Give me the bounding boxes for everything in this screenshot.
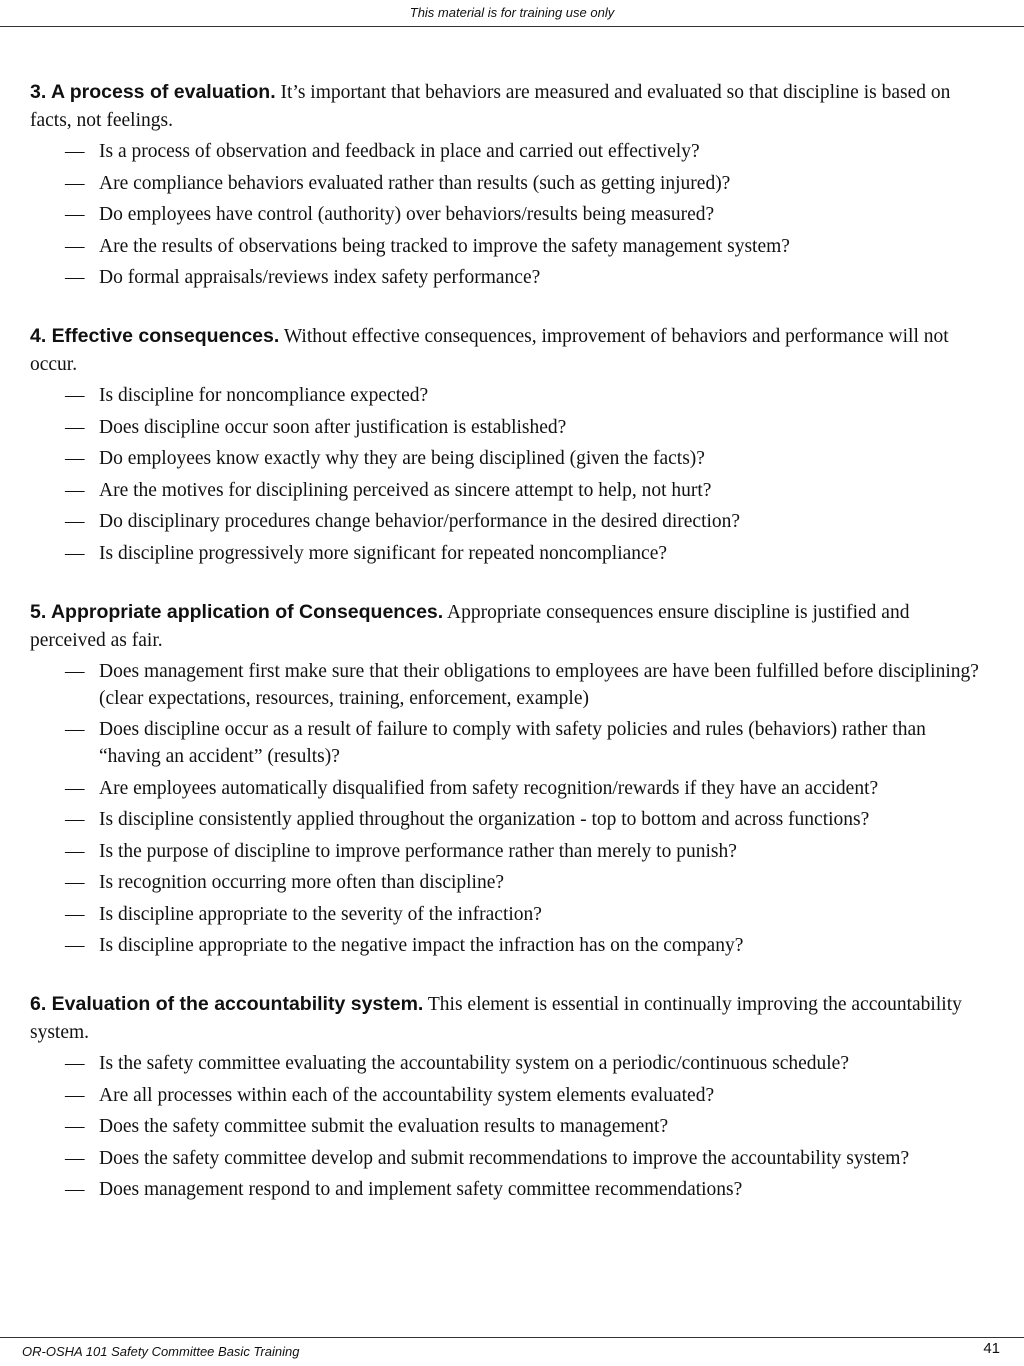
- section-heading: 5. Appropriate application of Consequences.: [30, 600, 444, 623]
- dash-icon: —: [65, 479, 85, 501]
- dash-icon: —: [65, 719, 85, 740]
- question-list: [30, 658, 990, 960]
- question-item: — Is discipline for noncompliance expected?: [30, 382, 990, 409]
- question-item: — Do employees have control (authority) over behaviors/results being measured?: [30, 201, 990, 228]
- dash-icon: —: [65, 1084, 85, 1106]
- question-item: — Is recognition occurring more often than discipline?: [30, 869, 990, 896]
- dash-icon: —: [65, 448, 85, 469]
- question-item: — Do employees know exactly why they are being disciplined (given the facts)?: [30, 445, 990, 472]
- section-intro: Appropriate consequences ensure discipline is justified and perceived as fair.: [30, 601, 910, 651]
- question-item: — Are the results of observations being tracked to improve the safety management system?: [30, 233, 990, 260]
- section-evaluation-of-accountability: [30, 990, 990, 1203]
- question-item: — Are the motives for disciplining perceived as sincere attempt to help, not hurt?: [30, 477, 990, 504]
- question-list: [30, 138, 990, 291]
- dash-icon: —: [65, 1147, 85, 1169]
- question-item: — Are all processes within each of the accountability system elements evaluated?: [30, 1082, 990, 1109]
- section-intro: Without effective consequences, improvement of behaviors and performance will not occur.: [30, 326, 949, 375]
- dash-icon: —: [65, 204, 85, 225]
- section-process-of-evaluation: [30, 78, 990, 291]
- question-item: — Does discipline occur soon after justification is established?: [30, 414, 990, 441]
- question-item: — Is the safety committee evaluating the accountability system on a periodic/continuous schedule?: [30, 1050, 990, 1077]
- question-list: [30, 382, 990, 567]
- question-list: [30, 1050, 990, 1203]
- question-item: — Is discipline appropriate to the severity of the infraction?: [30, 901, 990, 928]
- dash-icon: —: [65, 1179, 85, 1200]
- question-item: — Does discipline occur as a result of failure to comply with safety policies and rules (behaviors) rather than “having an accident” (results)?: [30, 716, 990, 770]
- dash-icon: —: [65, 809, 85, 830]
- question-item: — Are employees automatically disqualified from safety recognition/rewards if they have an accident?: [30, 775, 990, 802]
- question-item: — Does management first make sure that their obligations to employees are have been fulfilled before disciplining? (clear expectations, resources, training, enforcement, example): [30, 658, 990, 712]
- section-heading: 3. A process of evaluation.: [30, 81, 276, 103]
- dash-icon: —: [65, 267, 85, 288]
- dash-icon: —: [65, 416, 85, 438]
- section-heading: 6. Evaluation of the accountability system.: [30, 993, 424, 1015]
- dash-icon: —: [65, 141, 85, 162]
- dash-icon: —: [65, 235, 85, 257]
- dash-icon: —: [65, 542, 85, 564]
- section-appropriate-application: [30, 598, 990, 960]
- dash-icon: —: [65, 1053, 85, 1074]
- section-intro: It’s important that behaviors are measured and evaluated so that discipline is based on facts, not feelings.: [30, 82, 951, 131]
- section-effective-consequences: [30, 322, 990, 567]
- question-item: — Does the safety committee submit the evaluation results to management?: [30, 1113, 990, 1140]
- dash-icon: —: [65, 385, 85, 406]
- dash-icon: —: [65, 1116, 85, 1137]
- dash-icon: —: [65, 511, 85, 532]
- question-item: — Does the safety committee develop and submit recommendations to improve the accountability system?: [30, 1145, 990, 1172]
- page-header: [0, 0, 1024, 27]
- question-item: — Is discipline appropriate to the negative impact the infraction has on the company?: [30, 932, 990, 959]
- question-item: — Is a process of observation and feedback in place and carried out effectively?: [30, 138, 990, 165]
- dash-icon: —: [65, 840, 85, 862]
- dash-icon: —: [65, 660, 85, 682]
- document-body: [30, 78, 990, 1234]
- dash-icon: —: [65, 935, 85, 956]
- dash-icon: —: [65, 777, 85, 799]
- section-intro: This element is essential in continually improving the accountability system.: [30, 994, 962, 1043]
- question-item: — Do disciplinary procedures change behavior/performance in the desired direction?: [30, 508, 990, 535]
- section-heading: 4. Effective consequences.: [30, 325, 280, 347]
- dash-icon: —: [65, 872, 85, 893]
- dash-icon: —: [65, 903, 85, 925]
- question-item: — Are compliance behaviors evaluated rather than results (such as getting injured)?: [30, 170, 990, 197]
- question-item: — Is the purpose of discipline to improve performance rather than merely to punish?: [30, 838, 990, 865]
- header-text: This material is for training use only: [409, 5, 615, 20]
- page-footer: [0, 1337, 1024, 1366]
- question-item: — Is discipline consistently applied throughout the organization - top to bottom and across functions?: [30, 806, 990, 833]
- page-number: 41: [983, 1340, 1000, 1357]
- footer-course-title: OR-OSHA 101 Safety Committee Basic Training: [22, 1344, 300, 1359]
- question-item: — Does management respond to and implement safety committee recommendations?: [30, 1176, 990, 1203]
- question-item: — Do formal appraisals/reviews index safety performance?: [30, 264, 990, 291]
- dash-icon: —: [65, 172, 85, 194]
- question-item: — Is discipline progressively more significant for repeated noncompliance?: [30, 540, 990, 567]
